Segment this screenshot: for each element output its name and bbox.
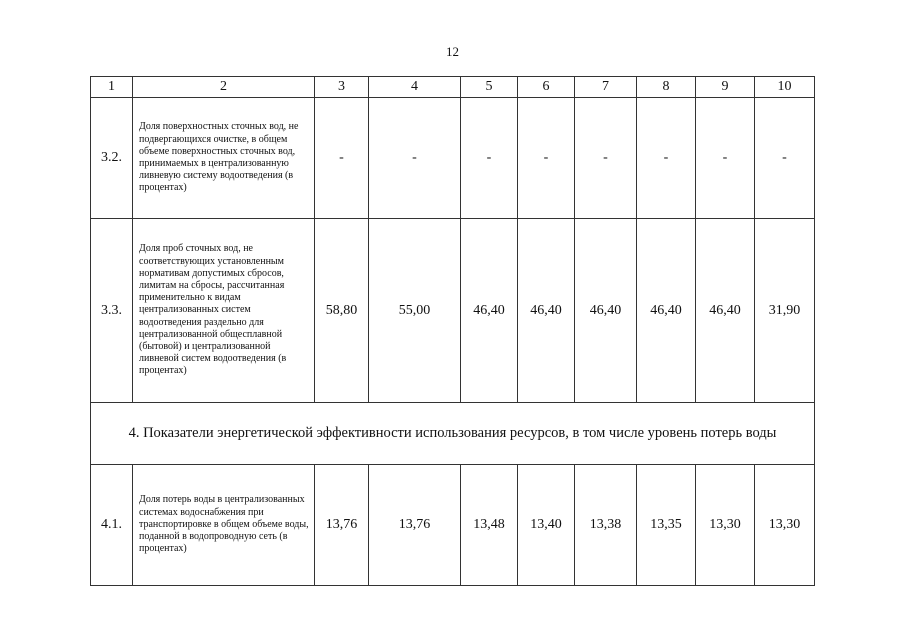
table-row bbox=[91, 98, 815, 219]
value-cell: 58,80 bbox=[315, 219, 369, 403]
value-cell: 13,38 bbox=[575, 465, 637, 586]
value-cell: 13,35 bbox=[637, 465, 696, 586]
value-cell: 46,40 bbox=[637, 219, 696, 403]
header-cell: 10 bbox=[755, 77, 815, 98]
value-cell: - bbox=[755, 98, 815, 219]
value-cell: 31,90 bbox=[755, 219, 815, 403]
value-cell: 46,40 bbox=[696, 219, 755, 403]
header-cell: 5 bbox=[461, 77, 518, 98]
row-description: Доля поверхностных сточных вод, не подвергающихся очистке, в общем объеме поверхностных сточных вод, принимаемых в централизованную ливневую систему водоотведения (в процентах) bbox=[133, 98, 315, 219]
header-cell: 2 bbox=[133, 77, 315, 98]
row-description: Доля проб сточных вод, не соответствующих установленным нормативам допустимых сбросов, лимитам на сбросы, рассчитанная применительно к видам централизованных систем водоотведения раздельно для централизованной общесплавной (бытовой) и централизованной ливневой систем водоотведения (в процентах) bbox=[133, 219, 315, 403]
row-description: Доля потерь воды в централизованных системах водоснабжения при транспортировке в общем объеме воды, поданной в водопроводную сеть (в процентах) bbox=[133, 465, 315, 586]
value-cell: - bbox=[637, 98, 696, 219]
header-cell: 6 bbox=[518, 77, 575, 98]
value-cell: - bbox=[575, 98, 637, 219]
value-cell: - bbox=[369, 98, 461, 219]
table-row bbox=[91, 465, 815, 586]
value-cell: 13,76 bbox=[369, 465, 461, 586]
section-row bbox=[91, 403, 815, 465]
header-cell: 9 bbox=[696, 77, 755, 98]
value-cell: 13,48 bbox=[461, 465, 518, 586]
value-cell: 13,30 bbox=[696, 465, 755, 586]
value-cell: - bbox=[518, 98, 575, 219]
value-cell: - bbox=[315, 98, 369, 219]
row-number: 3.3. bbox=[91, 219, 133, 403]
header-row bbox=[91, 77, 815, 98]
header-cell: 3 bbox=[315, 77, 369, 98]
header-cell: 8 bbox=[637, 77, 696, 98]
value-cell: 13,30 bbox=[755, 465, 815, 586]
section-title: 4. Показатели энергетической эффективности использования ресурсов, в том числе уровень потерь воды bbox=[91, 403, 815, 465]
value-cell: 13,76 bbox=[315, 465, 369, 586]
table-row bbox=[91, 219, 815, 403]
row-number: 4.1. bbox=[91, 465, 133, 586]
header-cell: 7 bbox=[575, 77, 637, 98]
value-cell: 55,00 bbox=[369, 219, 461, 403]
value-cell: 46,40 bbox=[461, 219, 518, 403]
header-cell: 4 bbox=[369, 77, 461, 98]
value-cell: - bbox=[461, 98, 518, 219]
value-cell: 46,40 bbox=[575, 219, 637, 403]
value-cell: 13,40 bbox=[518, 465, 575, 586]
value-cell: 46,40 bbox=[518, 219, 575, 403]
header-cell: 1 bbox=[91, 77, 133, 98]
value-cell: - bbox=[696, 98, 755, 219]
page-number: 12 bbox=[446, 44, 459, 59]
row-number: 3.2. bbox=[91, 98, 133, 219]
indicators-table bbox=[90, 76, 815, 586]
